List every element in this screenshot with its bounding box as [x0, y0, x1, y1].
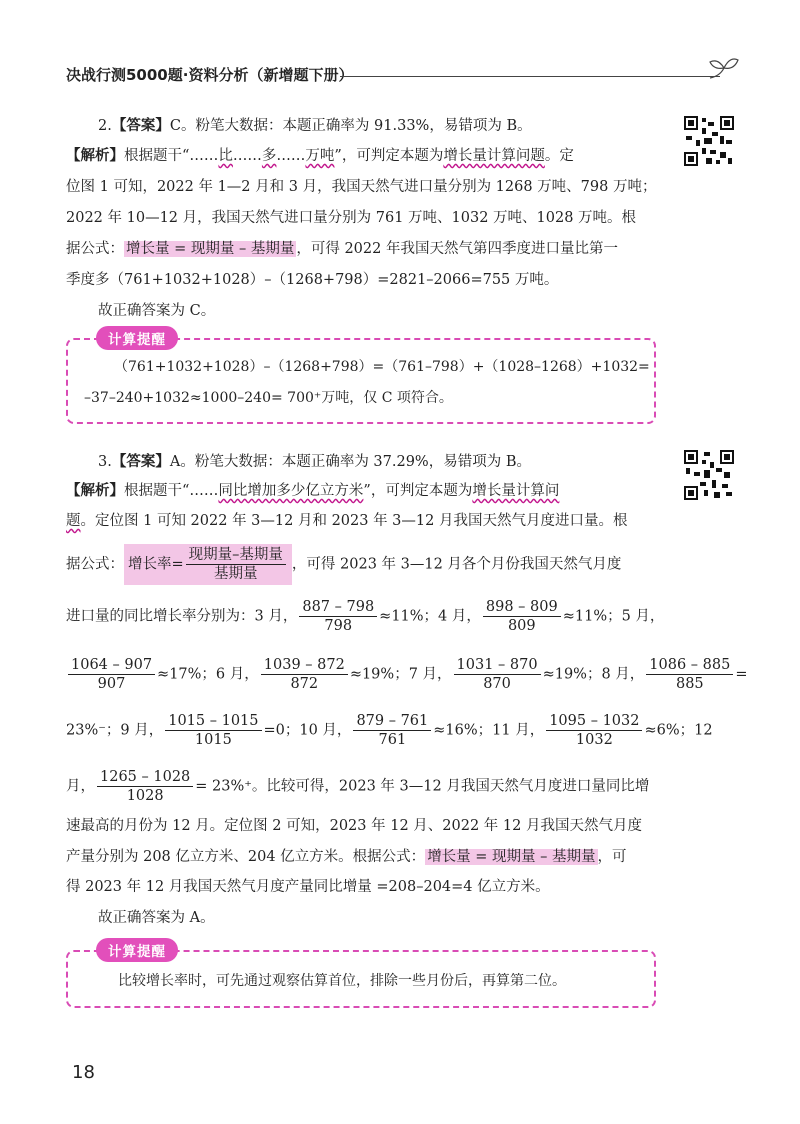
fraction-numerator: 1265 – 1028	[97, 768, 193, 787]
text: ，可得 2023 年 3—12 月各个月份我国天然气月度	[291, 556, 622, 573]
q2-analysis-label: 【解析】	[66, 148, 124, 164]
text: 产量分别为 208 亿立方米、204 亿立方米。根据公式：	[66, 849, 426, 865]
q3-analysis-line-1	[66, 481, 559, 501]
q2-answer-label: 【答案】	[111, 118, 170, 134]
text: ≈19%；7 月，	[349, 666, 452, 683]
fraction-denominator: 885	[675, 676, 704, 692]
q3-analysis-label: 【解析】	[66, 483, 124, 499]
q3-number: 3.	[98, 454, 112, 470]
text: 。定	[544, 148, 574, 164]
q2-analysis-line-4	[66, 239, 618, 259]
text: 月，	[66, 778, 95, 795]
q2-answer-text: C。粉笔大数据：本题正确率为 91.33%，易错项为 B。	[169, 118, 532, 134]
fraction-denominator: 1015	[194, 732, 232, 748]
fraction-numerator: 1031 – 870	[454, 656, 541, 675]
text: 进口量的同比增长率分别为：3 月，	[66, 608, 298, 625]
formula-lhs: 增长率=	[128, 556, 184, 573]
text: 23%⁻；9 月，	[66, 722, 164, 739]
text: ”，可判定本题为	[334, 148, 444, 164]
fraction-numerator: 898 – 809	[483, 598, 561, 617]
q3-formula-line	[66, 544, 621, 585]
q3-answer-text: A。粉笔大数据：本题正确率为 37.29%，易错项为 B。	[169, 454, 531, 470]
page-number: 18	[72, 1062, 95, 1083]
calc-tip-line-2: –37–240+1032≈1000–240= 700⁺万吨，仅 C 项符合。	[84, 390, 453, 406]
text: =	[735, 666, 748, 683]
q3-analysis-line-speed: 速最高的月份为 12 月。定位图 2 可知，2023 年 12 月、2022 年 12 月我国天然气月度	[66, 818, 642, 834]
fraction-denominator: 907	[97, 676, 126, 692]
header-rule	[340, 76, 720, 77]
q2-number: 2.	[98, 118, 112, 134]
fraction-numerator: 879 – 761	[353, 712, 431, 731]
formula-highlight: 增长量 = 现期量 – 基期量	[126, 241, 295, 257]
q3-analysis-line-last: 得 2023 年 12 月我国天然气月度产量同比增量 =208–204=4 亿立方米。	[66, 879, 550, 895]
q3-answer-line	[98, 452, 531, 472]
formula-numerator: 现期量–基期量	[186, 546, 286, 565]
text: 根据题干“……	[124, 483, 219, 499]
text: ≈17%；6 月，	[157, 666, 259, 683]
calc-tip-line-1: （761+1032+1028）–（1268+798）=（761–798）+（1028–1268）+1032=	[114, 359, 650, 375]
running-header: 决战行测5000题·资料分析（新增题下册）	[66, 66, 354, 84]
text: 。定位图 1 可知 2022 年 3—12 月和 2023 年 3—12 月我国天然气月度进口量。根	[80, 513, 628, 529]
keyword: 同比增加多少亿立方米	[218, 483, 364, 499]
qr-code-icon[interactable]	[684, 116, 734, 166]
text: ，可	[597, 849, 627, 865]
q3-growth-line-1	[66, 598, 664, 635]
q3-answer-label: 【答案】	[111, 454, 170, 470]
fraction-numerator: 1064 – 907	[68, 656, 155, 675]
formula-highlight: 增长量 = 现期量 – 基期量	[427, 849, 596, 865]
fraction-numerator: 1015 – 1015	[165, 712, 261, 731]
q3-conclusion: 故正确答案为 A。	[98, 910, 215, 926]
fraction-numerator: 1086 – 885	[646, 656, 733, 675]
fraction-denominator: 870	[483, 676, 511, 692]
fraction-denominator: 761	[378, 732, 407, 748]
text: 据公式：	[66, 556, 124, 573]
q3-growth-line-2	[66, 656, 748, 693]
q2-conclusion: 故正确答案为 C。	[98, 303, 216, 319]
q3-growth-line-4	[66, 768, 649, 805]
growth-rate-formula	[124, 544, 292, 585]
text: 根据题干“……	[124, 148, 219, 164]
q3-analysis-line-prod	[66, 847, 627, 867]
fraction-denominator: 1032	[575, 732, 613, 748]
leaf-ornament-icon	[706, 56, 742, 82]
calc-tip-line-1: 比较增长率时，可先通过观察估算首位，排除一些月份后，再算第二位。	[118, 973, 566, 989]
keyword: 多	[261, 148, 277, 164]
text: ……	[276, 148, 306, 164]
fraction-denominator: 872	[290, 676, 319, 692]
fraction-numerator: 1095 – 1032	[546, 712, 642, 731]
keyword: 万吨	[305, 148, 335, 164]
question-type: 增长量计算问题	[443, 148, 545, 164]
text: 据公式：	[66, 241, 124, 257]
q2-analysis-line-3: 2022 年 10—12 月，我国天然气进口量分别为 761 万吨、1032 万吨、1028 万吨。根	[66, 210, 637, 226]
calc-tip-label: 计算提醒	[96, 938, 178, 962]
text: ≈19%；8 月，	[542, 666, 645, 683]
text: ≈11%；5 月，	[562, 608, 665, 625]
text: ”，可判定本题为	[363, 483, 473, 499]
text: ，可得 2022 年我国天然气第四季度进口量比第一	[296, 241, 618, 257]
q2-analysis-line-2: 位图 1 可知，2022 年 1—2 月和 3 月，我国天然气进口量分别为 1268 万吨、798 万吨；	[66, 179, 657, 195]
text: =0；10 月，	[263, 722, 352, 739]
qr-code-icon[interactable]	[684, 450, 734, 500]
q3-growth-line-3	[66, 712, 713, 749]
question-type: 题	[66, 513, 81, 529]
text: ……	[232, 148, 262, 164]
formula-denominator: 基期量	[214, 566, 258, 582]
fraction-denominator: 798	[324, 618, 353, 634]
fraction-denominator: 1028	[126, 788, 164, 804]
text: ≈6%；12	[644, 722, 713, 739]
q2-analysis-line-1	[66, 146, 574, 166]
text: ≈16%；11 月，	[433, 722, 545, 739]
fraction-denominator: 809	[507, 618, 536, 634]
q3-analysis-line-2	[66, 511, 627, 531]
q2-analysis-line-5: 季度多（761+1032+1028）–（1268+798）=2821–2066=755 万吨。	[66, 272, 559, 288]
keyword: 比	[218, 148, 233, 164]
calc-tip-box	[66, 338, 656, 424]
fraction-numerator: 1039 – 872	[261, 656, 348, 675]
q2-answer-line	[98, 116, 532, 136]
question-type: 增长量计算问	[472, 483, 560, 499]
text: ≈11%；4 月，	[379, 608, 481, 625]
calc-tip-label: 计算提醒	[96, 326, 178, 350]
text: = 23%⁺。比较可得，2023 年 3—12 月我国天然气月度进口量同比增	[195, 778, 650, 795]
fraction-numerator: 887 – 798	[299, 598, 377, 617]
